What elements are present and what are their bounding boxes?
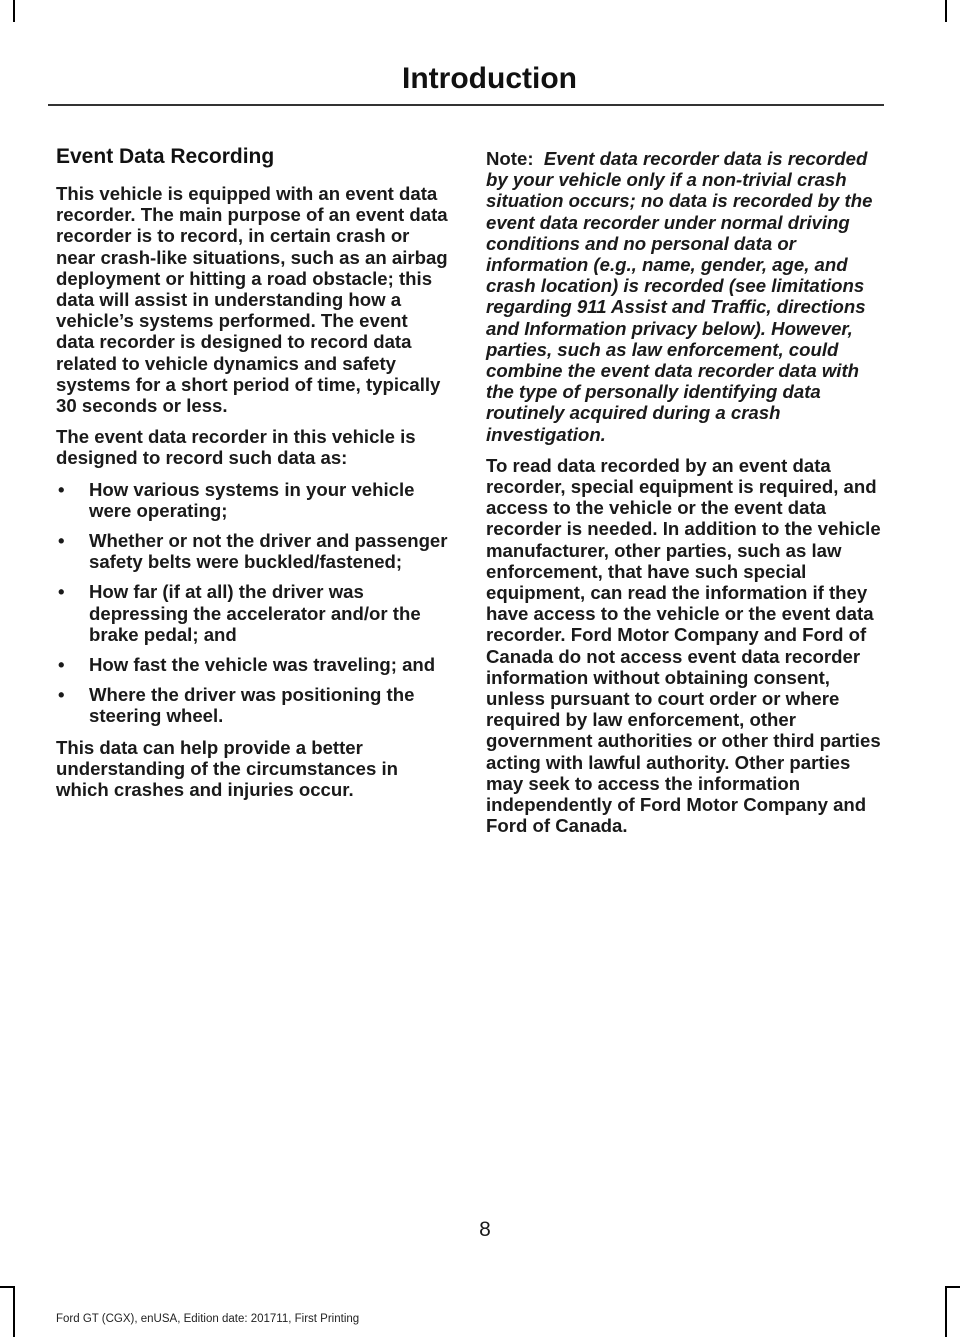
crop-mark-top-right-vertical xyxy=(945,0,947,22)
list-item: • Where the driver was positioning the steering wheel. xyxy=(58,684,415,727)
section-heading: Event Data Recording xyxy=(56,145,275,168)
summary-paragraph: This data can help provide a better understanding of the circumstances in which crashes and injuries occur. xyxy=(56,736,398,801)
list-item: • How fast the vehicle was traveling; and xyxy=(58,654,436,676)
bullet-icon: • xyxy=(58,654,65,676)
list-item: • How various systems in your vehicle were operating; xyxy=(58,478,415,521)
crop-mark-bottom-left-horizontal xyxy=(0,1286,14,1288)
bullet-icon: • xyxy=(58,530,65,552)
bullet-icon: • xyxy=(58,581,65,603)
left-column xyxy=(56,144,448,810)
footer-edition-text: Ford GT (CGX), enUSA, Edition date: 201711, First Printing xyxy=(56,1313,360,1325)
page-header-title: Introduction xyxy=(402,62,577,95)
recorded-data-list xyxy=(56,479,448,727)
intro-paragraph: This vehicle is equipped with an event data recorder. The main purpose of an event data recorder is to record, in certain crash or near crash-like situations, such as an airbag deployment or hitting a road obstacle; this data will assist in understanding how a vehicle’s systems performed. The event data recorder is designed to record data related to vehicle dynamics and safety systems for a short period of time, typically 30 seconds or less. xyxy=(56,183,448,417)
access-paragraph: To read data recorded by an event data recorder, special equipment is required, and access to the vehicle or the event data recorder is needed. In addition to the vehicle manufacturer, other parties, such as law enforcement, that have such special equipment, can read the information if they have access to the vehicle or the event data recorder. Ford Motor Company and Ford of Canada do not access event data recorder information without obtaining consent, unless pursuant to court order or where required by law enforcement, other government authorities or other third parties acting with lawful authority. Other parties may seek to access the information independently of Ford Motor Company and Ford of Canada. xyxy=(486,454,881,837)
page-number: 8 xyxy=(479,1218,491,1241)
list-item: • How far (if at all) the driver was depressing the accelerator and/or the brake pedal; and xyxy=(58,581,421,645)
bullet-icon: • xyxy=(58,684,65,706)
list-item: • Whether or not the driver and passenger safety belts were buckled/fastened; xyxy=(58,530,448,573)
crop-mark-bottom-right-horizontal xyxy=(946,1286,960,1288)
crop-mark-bottom-right-vertical xyxy=(945,1286,947,1337)
crop-mark-top-left-vertical xyxy=(13,0,15,22)
bullet-icon: • xyxy=(58,478,65,500)
header-rule xyxy=(48,104,884,106)
crop-mark-bottom-left-vertical xyxy=(13,1286,15,1337)
note-paragraph xyxy=(486,148,881,445)
list-intro-paragraph: The event data recorder in this vehicle is designed to record such data as: xyxy=(56,426,416,469)
right-column xyxy=(486,148,881,847)
note-label: Note: xyxy=(486,148,534,169)
note-text: Event data recorder data is recorded by your vehicle only if a non-trivial crash situation occurs; no data is recorded by the event data recorder under normal driving conditions and no personal data or information (e.g., name, gender, age, and crash location) is recorded (see limitations regarding 911 Assist and Traffic, directions and Information privacy below). However, parties, such as law enforcement, could combine the event data recorder data with the type of personally identifying data routinely acquired during a crash investigation. xyxy=(486,148,873,445)
